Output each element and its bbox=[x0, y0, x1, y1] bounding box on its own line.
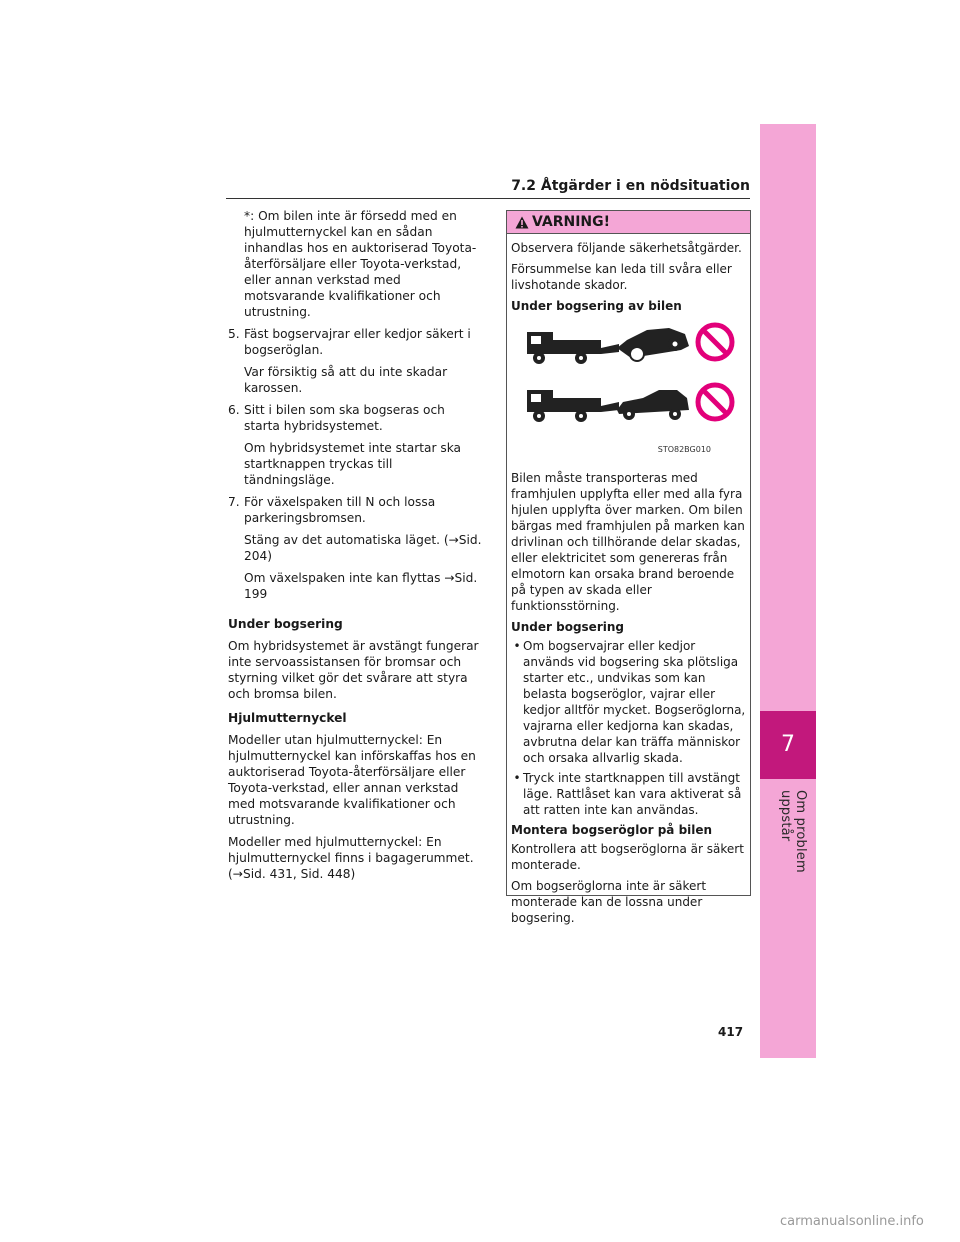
illustration-code: STO82BG010 bbox=[657, 445, 711, 454]
warning-paragraph-1: Bilen måste transporteras med framhjulen upplyfta eller med alla fyra hjulen upplyfta över marken. Om bilen bärgas med framhjulen på marken kan drivlinan och tillhörande delar skadas, eller elektricitet som genereras från elmotorn kan orsaka brand beroende på typen av skada eller funktionsstörning. bbox=[511, 471, 745, 613]
footnote: *: Om bilen inte är försedd med en hjulmutternyckel kan en sådan inhandlas hos en auktoriserad Toyota-återförsäljare eller Toyota-verkstad, eller annan verkstad med motsvarande kvalifikationer och utrustning. bbox=[244, 209, 477, 319]
warning-heading-mount-eyes: Montera bogseröglor på bilen bbox=[511, 823, 713, 837]
warning-bullet: • Om bogservajrar eller kedjor används vid bogsering ska plötsliga starter etc., undvikas som kan belasta bogseröglor, vajrar eller kedjor alltför mycket. Bogseröglorna, vajrarna eller kedjorna kan skadas, avbrutna delar kan träffa människor och orsaka allvarlig skada. bbox=[513, 639, 746, 765]
prohibited-icon-bottom bbox=[698, 385, 732, 419]
section-title: 7.2 Åtgärder i en nödsituation bbox=[511, 178, 750, 194]
warning-box bbox=[506, 210, 751, 925]
prohibited-icon-top bbox=[698, 325, 732, 359]
step-5: 5. Fäst bogservajrar eller kedjor säkert i bogseröglan. Var försiktig så att du inte skadar karossen. bbox=[228, 327, 471, 395]
towing-illustration bbox=[519, 318, 739, 458]
heading-wheel-nut-wrench: Hjulmutternyckel bbox=[228, 711, 347, 725]
warning-paragraph-2: Kontrollera att bogseröglorna är säkert monterade. bbox=[511, 842, 744, 872]
warning-intro-1: Observera följande säkerhetsåtgärder. bbox=[511, 241, 742, 255]
step-6: 6. Sitt i bilen som ska bogseras och starta hybridsystemet. Om hybridsystemet inte startar ska startknappen tryckas till tändningsläge. bbox=[228, 403, 462, 487]
left-column bbox=[228, 208, 482, 888]
warning-triangle-icon bbox=[515, 216, 529, 229]
warning-intro-2: Försummelse kan leda till svåra eller livshotande skador. bbox=[511, 262, 732, 292]
paragraph-wrench-1: Modeller utan hjulmutternyckel: En hjulmutternyckel kan införskaffas hos en auktoriserad Toyota-återförsäljare eller Toyota-verkstad, eller annan verkstad med motsvarande kvalifikationer och utrustning. bbox=[228, 733, 476, 827]
chapter-side-tab bbox=[760, 124, 816, 1058]
step-7: 7. För växelspaken till N och lossa parkeringsbromsen. Stäng av det automatiska läget. (→Sid. 204) Om växelspaken inte kan flyttas →Sid. 199 bbox=[228, 495, 482, 601]
tow-truck-rear-lift-icon bbox=[527, 328, 689, 364]
warning-heading-towing-vehicle: Under bogsering av bilen bbox=[511, 299, 682, 313]
chapter-label: Om problem uppstår bbox=[778, 790, 808, 873]
header-divider bbox=[226, 198, 750, 199]
warning-title: VARNING! bbox=[532, 214, 611, 230]
heading-under-towing: Under bogsering bbox=[228, 617, 343, 631]
chapter-number-badge: 7 bbox=[760, 711, 816, 779]
tow-truck-front-ground-icon bbox=[527, 390, 689, 422]
warning-header bbox=[507, 211, 750, 234]
tow-truck-illustration bbox=[519, 318, 739, 446]
paragraph-under-towing: Om hybridsystemet är avstängt fungerar inte servoassistansen för bromsar och styrning vilket gör det svårare att styra och bromsa bilen. bbox=[228, 639, 479, 701]
warning-bullet: • Tryck inte startknappen till avstängt läge. Rattlåset kan vara aktiverat så att ratten inte kan användas. bbox=[513, 771, 742, 817]
warning-heading-under-towing: Under bogsering bbox=[511, 620, 624, 634]
warning-body bbox=[507, 234, 750, 926]
warning-paragraph-3: Om bogseröglorna inte är säkert monterade kan de lossna under bogsering. bbox=[511, 879, 707, 925]
watermark: carmanualsonline.info bbox=[780, 1214, 924, 1229]
paragraph-wrench-2: Modeller med hjulmutternyckel: En hjulmutternyckel finns i bagagerummet. (→Sid. 431, Sid. 448) bbox=[228, 835, 474, 881]
page-number: 417 bbox=[718, 1025, 744, 1039]
